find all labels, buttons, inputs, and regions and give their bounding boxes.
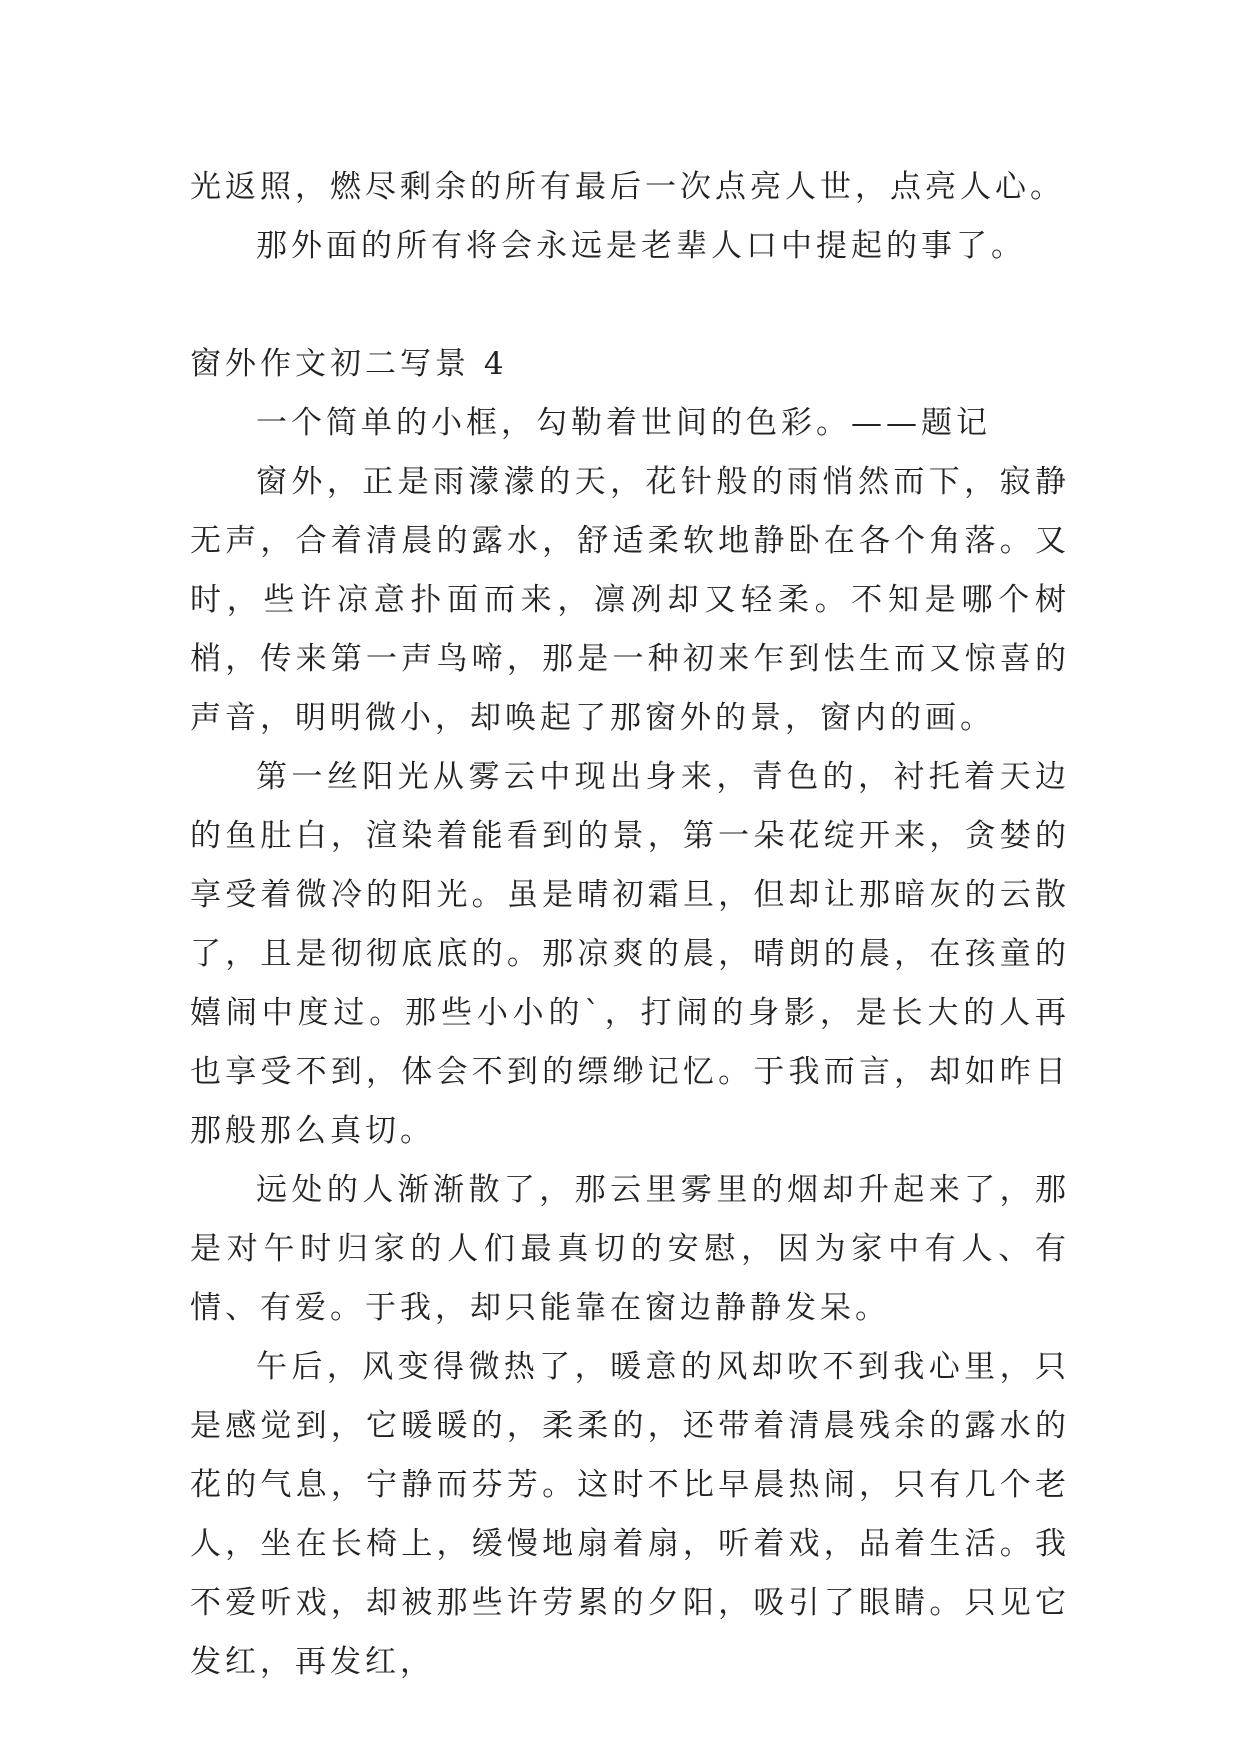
body-paragraph: 午后，风变得微热了，暖意的风却吹不到我心里，只是感觉到，它暖暖的，柔柔的，还带着清晨残余的露水的花的气息，宁静而芬芳。这时不比早晨热闹，只有几个老人，坐在长椅上，缓慢地扇着扇，听着戏，品着生活。我不爱听戏，却被那些许劳累的夕阳，吸引了眼睛。只见它发红，再发红，: [190, 1349, 1070, 1680]
essay-title: 窗外作文初二写景 4: [190, 346, 508, 382]
lead-paragraph: 那外面的所有将会永远是老辈人口中提起的事了。: [256, 228, 1026, 264]
document-body: [190, 158, 1070, 1692]
epigraph-paragraph: 一个简单的小框，勾勒着世间的色彩。——题记: [256, 405, 991, 441]
body-paragraph: 窗外，正是雨濛濛的天，花针般的雨悄然而下，寂静无声，合着清晨的露水，舒适柔软地静卧在各个角落。又时，些许凉意扑面而来，凛冽却又轻柔。不知是哪个树梢，传来第一声鸟啼，那是一种初来乍到怯生而又惊喜的声音，明明微小，却唤起了那窗外的景，窗内的画。: [190, 464, 1070, 736]
lead-paragraph-continuation: 光返照，燃尽剩余的所有最后一次点亮人世，点亮人心。: [190, 169, 1065, 205]
section-gap: [190, 276, 1070, 335]
body-paragraph: 第一丝阳光从雾云中现出身来，青色的，衬托着天边的鱼肚白，渲染着能看到的景，第一朵花绽开来，贪婪的享受着微冷的阳光。虽是晴初霜旦，但却让那暗灰的云散了，且是彻彻底底的。那凉爽的晨，晴朗的晨，在孩童的嬉闹中度过。那些小小的`，打闹的身影，是长大的人再也享受不到，体会不到的缥缈记忆。于我而言，却如昨日那般那么真切。: [190, 759, 1070, 1149]
body-paragraph: 远处的人渐渐散了，那云里雾里的烟却升起来了，那是对午时归家的人们最真切的安慰，因为家中有人、有情、有爱。于我，却只能靠在窗边静静发呆。: [190, 1172, 1070, 1326]
